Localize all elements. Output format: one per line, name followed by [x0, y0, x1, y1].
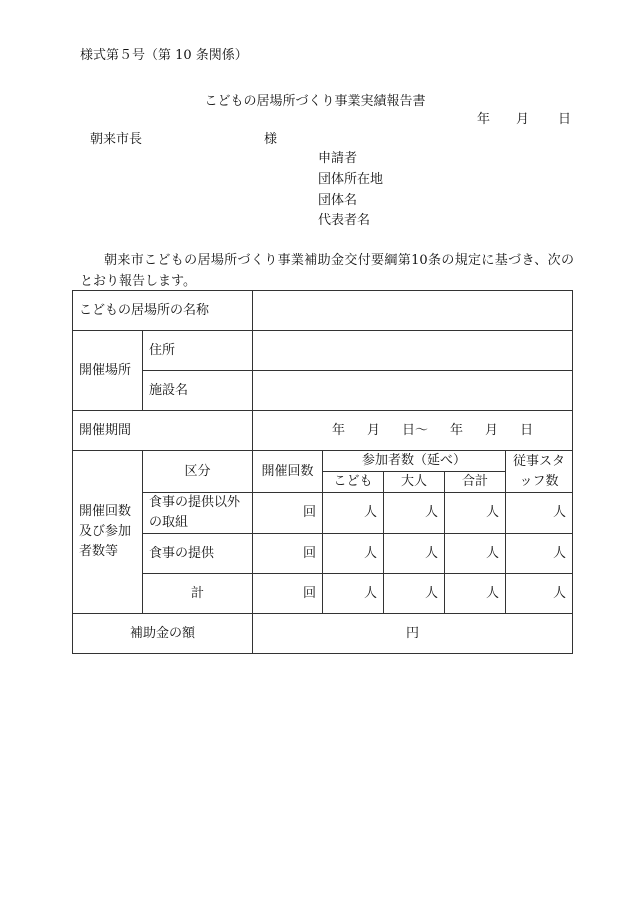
date-day-label: 日: [558, 112, 572, 127]
period-start-month: 月: [367, 422, 381, 438]
location-address-label: 住所: [143, 331, 253, 371]
sessions-header: 開催回数: [253, 451, 323, 493]
location-facility-label: 施設名: [143, 371, 253, 411]
period-end-day: 日: [520, 422, 534, 438]
date-month-label: 月: [516, 112, 530, 127]
report-table: [72, 290, 573, 654]
period-end-year: 年: [450, 422, 464, 438]
staff-header: 従事スタッフ数: [506, 451, 573, 493]
table-row: [73, 451, 573, 472]
participants-header: 参加者数（延べ）: [323, 451, 506, 472]
location-label: 開催場所: [73, 331, 143, 411]
row-label: 計: [143, 574, 253, 614]
period-value[interactable]: [253, 411, 573, 451]
date-year-label: 年: [477, 112, 491, 127]
body-text: 朝来市こどもの居場所づくり事業補助金交付要綱第10条の規定に基づき、次のとおり報告します。: [80, 253, 574, 289]
location-address-value[interactable]: [253, 331, 573, 371]
subsidy-amount[interactable]: 円: [253, 614, 573, 654]
children-cell[interactable]: 人: [323, 574, 384, 614]
children-cell[interactable]: 人: [323, 493, 384, 534]
location-facility-value[interactable]: [253, 371, 573, 411]
place-name-value[interactable]: [253, 291, 573, 331]
table-row: [73, 411, 573, 451]
period-label: 開催期間: [73, 411, 253, 451]
total-header: 合計: [445, 472, 506, 493]
representative-label: 代表者名: [318, 213, 371, 228]
applicant-label: 申請者: [318, 151, 358, 166]
adults-cell[interactable]: 人: [384, 493, 445, 534]
place-name-label: こどもの居場所の名称: [73, 291, 253, 331]
children-cell[interactable]: 人: [323, 534, 384, 574]
period-start-year: 年: [331, 422, 345, 438]
honorific: 様: [264, 132, 278, 147]
adults-cell[interactable]: 人: [384, 574, 445, 614]
table-row: [73, 534, 573, 574]
table-row: [73, 493, 573, 534]
addressee: 朝来市長: [90, 132, 143, 147]
document-title: こどもの居場所づくり事業実績報告書: [204, 94, 426, 109]
total-cell[interactable]: 人: [445, 493, 506, 534]
table-row: [73, 614, 573, 654]
table-row: [73, 291, 573, 331]
staff-cell[interactable]: 人: [506, 493, 573, 534]
subsidy-label: 補助金の額: [73, 614, 253, 654]
row-label: 食事の提供: [143, 534, 253, 574]
sessions-cell[interactable]: 回: [253, 493, 323, 534]
adults-cell[interactable]: 人: [384, 534, 445, 574]
counts-label: 開催回数及び参加者数等: [73, 451, 143, 614]
table-row: [73, 331, 573, 371]
form-code: 様式第５号（第 10 条関係）: [80, 48, 248, 63]
sessions-cell[interactable]: 回: [253, 534, 323, 574]
row-label: 食事の提供以外の取組: [143, 493, 253, 534]
staff-cell[interactable]: 人: [506, 534, 573, 574]
total-cell[interactable]: 人: [445, 534, 506, 574]
period-start-day: 日～: [402, 422, 429, 438]
total-cell[interactable]: 人: [445, 574, 506, 614]
adults-header: 大人: [384, 472, 445, 493]
period-end-month: 月: [485, 422, 499, 438]
table-row: [73, 371, 573, 411]
children-header: こども: [323, 472, 384, 493]
staff-cell[interactable]: 人: [506, 574, 573, 614]
table-row: [73, 574, 573, 614]
category-header: 区分: [143, 451, 253, 493]
sessions-cell[interactable]: 回: [253, 574, 323, 614]
org-address-label: 団体所在地: [318, 172, 384, 187]
org-name-label: 団体名: [318, 193, 358, 208]
